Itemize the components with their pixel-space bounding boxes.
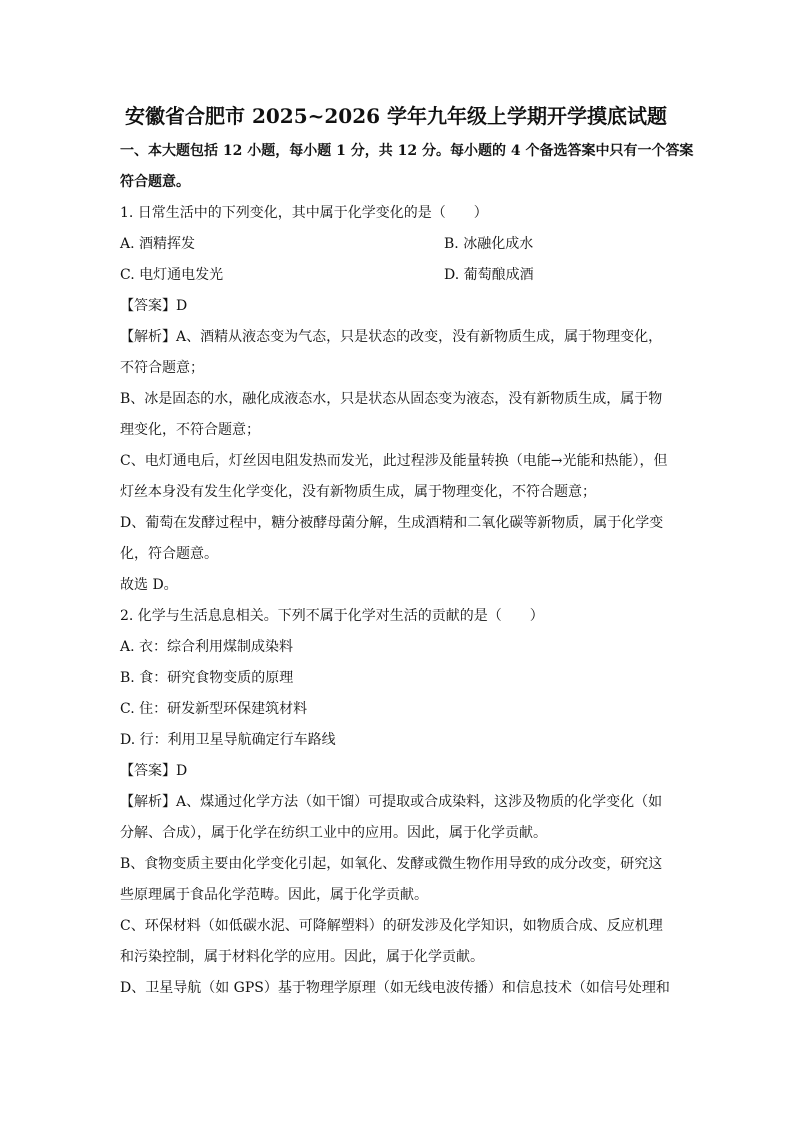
section-instruction: 一、本大题包括 12 小题，每小题 1 分，共 12 分。每小题的 4 个备选答案中只有一个答案 <box>120 143 694 159</box>
question-2-analysis-line: B、食物变质主要由化学变化引起，如氧化、发酵或微生物作用导致的成分改变，研究这 <box>120 856 663 872</box>
section-instruction-cont: 符合题意。 <box>120 174 190 190</box>
question-2-analysis-line: 些原理属于食品化学范畴。因此，属于化学贡献。 <box>120 887 428 903</box>
question-1-option-b: B. 冰融化成水 <box>444 236 534 252</box>
question-1-options-row-1 <box>120 229 672 260</box>
question-2-answer: 【答案】D <box>120 763 188 779</box>
question-1-option-a: A. 酒精挥发 <box>120 236 196 252</box>
question-1-analysis-line: 不符合题意； <box>120 360 204 376</box>
question-1-stem: 1. 日常生活中的下列变化，其中属于化学变化的是（ ） <box>120 205 488 221</box>
question-1-analysis-line: B、冰是固态的水，融化成液态水，只是状态从固态变为液态，没有新物质生成，属于物 <box>120 391 663 407</box>
exam-page <box>120 96 694 1004</box>
question-1-analysis-line: 灯丝本身没有发生化学变化，没有新物质生成，属于物理变化，不符合题意； <box>120 484 596 500</box>
question-1-analysis-line: 理变化，不符合题意； <box>120 422 260 438</box>
question-1-answer: 【答案】D <box>120 298 188 314</box>
question-2-option-a: A. 衣：综合利用煤制成染料 <box>120 639 294 655</box>
question-2-option-d: D. 行：利用卫星导航确定行车路线 <box>120 732 336 748</box>
page-title: 安徽省合肥市 2025~2026 学年九年级上学期开学摸底试题 <box>124 104 667 128</box>
question-1-analysis-line: D、葡萄在发酵过程中，糖分被酵母菌分解，生成酒精和二氧化碳等新物质，属于化学变 <box>120 515 664 531</box>
question-1-option-c: C. 电灯通电发光 <box>120 267 224 283</box>
question-2-option-c: C. 住：研发新型环保建筑材料 <box>120 701 308 717</box>
question-1-option-d: D. 葡萄酿成酒 <box>444 267 534 283</box>
question-1-analysis-line: 故选 D。 <box>120 577 178 593</box>
question-2-stem: 2. 化学与生活息息相关。下列不属于化学对生活的贡献的是（ ） <box>120 608 544 624</box>
question-2-option-b: B. 食：研究食物变质的原理 <box>120 670 294 686</box>
question-2-analysis-line: 分解、合成），属于化学在纺织工业中的应用。因此，属于化学贡献。 <box>120 825 547 841</box>
question-1-analysis-line: 化，符合题意。 <box>120 546 218 562</box>
question-2-analysis-line: C、环保材料（如低碳水泥、可降解塑料）的研发涉及化学知识，如物质合成、反应机理 <box>120 918 663 934</box>
question-2-analysis-line: 【解析】A、煤通过化学方法（如干馏）可提取或合成染料，这涉及物质的化学变化（如 <box>120 794 663 810</box>
question-2-analysis-line: 和污染控制，属于材料化学的应用。因此，属于化学贡献。 <box>120 949 484 965</box>
question-1-analysis-line: 【解析】A、酒精从液态变为气态，只是状态的改变，没有新物质生成，属于物理变化， <box>120 329 663 345</box>
question-1-options-row-2 <box>120 260 672 291</box>
question-2-analysis-line: D、卫星导航（如 GPS）基于物理学原理（如无线电波传播）和信息技术（如信号处理和 <box>120 980 670 996</box>
question-1-analysis-line: C、电灯通电后，灯丝因电阻发热而发光，此过程涉及能量转换（电能→光能和热能），但 <box>120 453 668 469</box>
